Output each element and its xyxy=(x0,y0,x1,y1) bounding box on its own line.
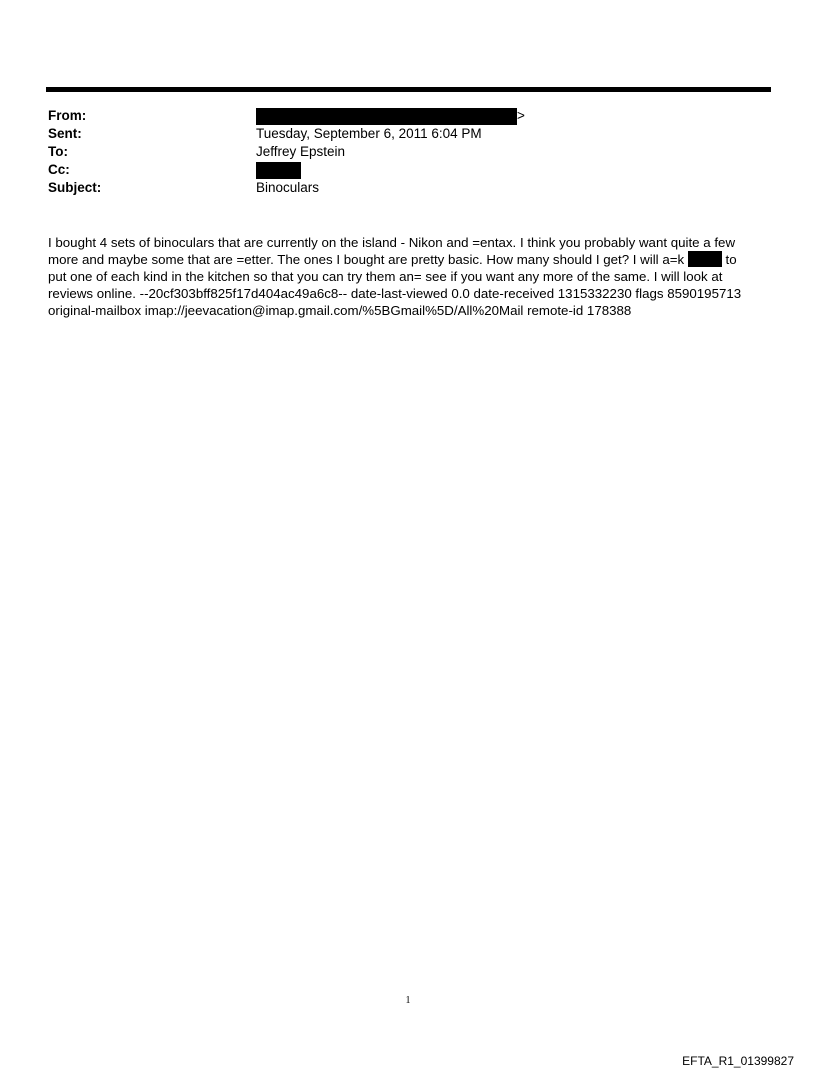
body-line-2-end: to xyxy=(721,252,737,267)
cc-redaction xyxy=(256,162,301,179)
body-line-3: put one of each kind in the kitchen so that you can try them an= see if you want any more of the same. I will look at xyxy=(48,269,723,284)
to-row xyxy=(48,143,768,161)
page-number: 1 xyxy=(405,995,411,1006)
body-line-1: I bought 4 sets of binoculars that are currently on the island - Nikon and =entax. I think you probably want quite a few xyxy=(48,235,736,250)
sent-value: Tuesday, September 6, 2011 6:04 PM xyxy=(256,126,482,141)
body-line-2 xyxy=(48,251,778,268)
body-line-2-start: more and maybe some that are =etter. The ones I bought are pretty basic. How many should I get? I will a=k xyxy=(48,252,688,267)
email-header xyxy=(48,107,768,197)
cc-row xyxy=(48,161,768,179)
sent-row xyxy=(48,125,768,143)
from-row xyxy=(48,107,768,125)
header-divider xyxy=(46,87,771,92)
subject-label: Subject: xyxy=(48,180,102,195)
from-value xyxy=(256,107,525,125)
from-label: From: xyxy=(48,108,87,123)
cc-value xyxy=(256,161,301,179)
from-redaction xyxy=(256,108,517,125)
cc-label: Cc: xyxy=(48,162,70,177)
subject-value: Binoculars xyxy=(256,180,320,195)
from-suffix: > xyxy=(517,108,525,123)
document-id: EFTA_R1_01399827 xyxy=(682,1054,794,1068)
body-redaction xyxy=(688,251,722,267)
sent-label: Sent: xyxy=(48,126,82,141)
to-value: Jeffrey Epstein xyxy=(256,144,346,159)
to-label: To: xyxy=(48,144,68,159)
email-body xyxy=(48,234,778,319)
body-line-4: reviews online. --20cf303bff825f17d404ac49a6c8-- date-last-viewed 0.0 date-received 1315332230 flags 8590195713 xyxy=(48,286,742,301)
subject-row xyxy=(48,179,768,197)
body-line-5: original-mailbox imap://jeevacation@imap.gmail.com/%5BGmail%5D/All%20Mail remote-id 178388 xyxy=(48,303,632,318)
